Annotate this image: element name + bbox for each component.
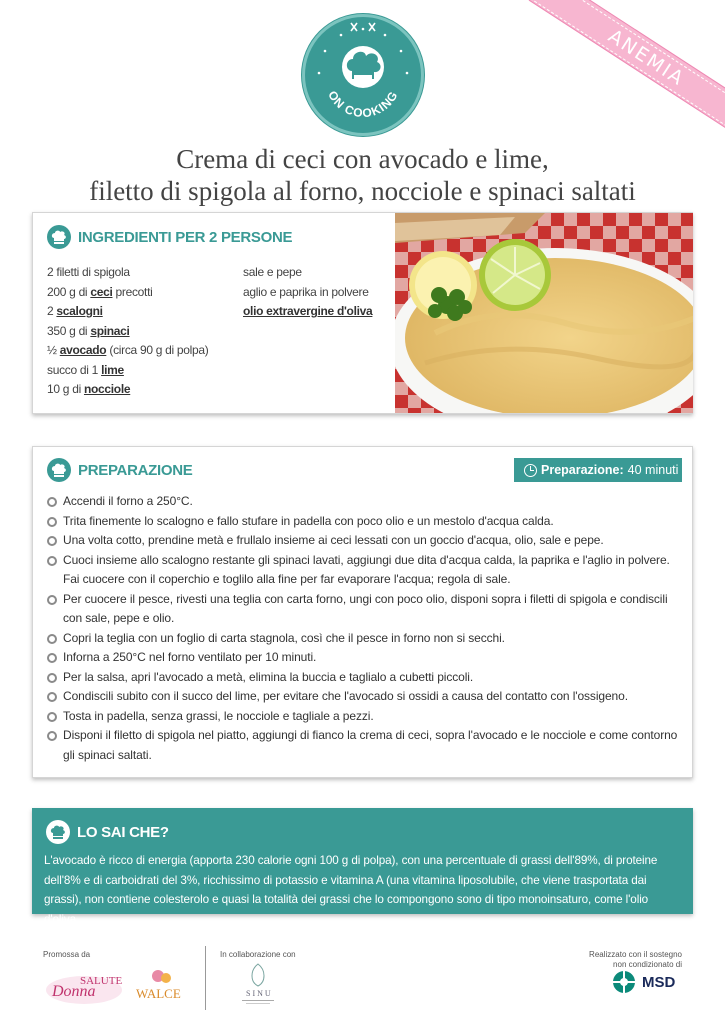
- preparation-step-text: Una volta cotto, prendine metà e frullalo insieme ai ceci lessati con un goccio d'acqua, olio, sale e pepe.: [63, 533, 604, 547]
- ingredient-highlight: spinaci: [90, 323, 130, 338]
- ingredient-item: [47, 361, 208, 381]
- ingredient-text: aglio e paprika in polvere: [243, 284, 369, 299]
- preparation-steps: [47, 492, 687, 765]
- preparation-step: [47, 648, 687, 668]
- bullet-icon: [47, 673, 57, 683]
- walce-logo: [134, 966, 184, 1008]
- preparation-card: [32, 446, 693, 778]
- preparation-title: PREPARAZIONE: [78, 461, 193, 479]
- preparation-step-text: Tosta in padella, senza grassi, le nocciole e tagliale a pezzi.: [63, 708, 374, 723]
- preparation-step-text: Per la salsa, apri l'avocado a metà, elimina la buccia e taglialo a cubetti piccoli.: [63, 669, 474, 684]
- preparation-step-text: Per cuocere il pesce, rivesti una teglia con carta forno, ungi con poco olio, disponi sopra i filetti di spigola e condiscili con sale, pepe e olio.: [63, 591, 668, 625]
- ingredients-column-2: [243, 263, 372, 322]
- recipe-photo: [395, 213, 693, 413]
- donna-text: Donna: [52, 983, 96, 1000]
- ingredient-text: 200 g di: [47, 284, 91, 299]
- ingredient-item: [243, 302, 372, 322]
- chef-hat-icon: [47, 225, 71, 249]
- ingredient-text: sale e pepe: [243, 265, 302, 279]
- bullet-icon: [47, 556, 57, 566]
- bullet-icon: [47, 653, 57, 663]
- ingredient-item: [47, 341, 208, 361]
- preparation-step-text: Trita finemente lo scalogno e fallo stufare in padella con poco olio e un mestolo d'acqua calda.: [63, 513, 554, 528]
- preparation-step-text: Copri la teglia con un foglio di carta stagnola, così che il pesce in forno non si secchi.: [63, 630, 505, 645]
- preparation-step-text: Disponi il filetto di spigola nel piatto, aggiungi di fianco la crema di ceci, sopra l'avocado e le nocciole e come contorno gli spinaci saltati.: [63, 728, 678, 762]
- ingredient-item: [243, 263, 372, 283]
- bullet-icon: [47, 497, 57, 507]
- ingredient-text: 350 g di: [47, 323, 91, 338]
- did-you-know-header: [46, 820, 169, 844]
- bullet-icon: [47, 731, 57, 741]
- chef-hat-icon: [46, 820, 70, 844]
- preparation-time-value: 40 minuti: [627, 463, 679, 477]
- ribbon-label: ANEMIA: [530, 0, 725, 130]
- bullet-icon: [47, 692, 57, 702]
- preparation-step: [47, 668, 687, 688]
- ingredient-item: [47, 283, 208, 303]
- ingredient-highlight: avocado: [59, 343, 107, 357]
- collaboration-label: In collaborazione con: [220, 950, 296, 959]
- ingredient-item: [47, 380, 208, 400]
- ingredient-item: [47, 302, 208, 322]
- preparation-step: [47, 590, 687, 629]
- recipe-title-line-1: Crema di ceci con avocado e lime,: [176, 144, 549, 174]
- preparation-time-label: Preparazione:: [541, 463, 624, 477]
- salute-donna-logo: [44, 968, 124, 1008]
- clock-icon: [524, 464, 537, 477]
- preparation-step: [47, 551, 687, 590]
- support-label-line-2: non condizionato di: [613, 960, 682, 969]
- sinu-text: SINU: [246, 989, 273, 998]
- walce-text: WALCE: [136, 986, 181, 1001]
- did-you-know-title: LO SAI CHE?: [77, 823, 169, 841]
- ingredient-text: 2: [47, 304, 57, 318]
- preparation-step: [47, 707, 687, 727]
- preparation-time-badge: [514, 458, 682, 482]
- ingredients-card: [32, 212, 693, 414]
- ingredient-highlight: ceci: [90, 284, 113, 299]
- sinu-logo: [238, 962, 278, 1008]
- ingredient-text: 2 filetti di spigola: [47, 265, 130, 279]
- on-cooking-logo: [302, 14, 424, 136]
- ingredient-highlight: lime: [101, 362, 124, 377]
- bullet-icon: [47, 712, 57, 722]
- ingredient-text: (circa 90 g di polpa): [106, 343, 209, 357]
- footer-divider: [205, 946, 206, 1010]
- preparation-step: [47, 726, 687, 765]
- preparation-step-text: Inforna a 250°C nel forno ventilato per 10 minuti.: [63, 650, 317, 664]
- ingredients-column-1: [47, 263, 208, 400]
- bullet-icon: [47, 536, 57, 546]
- ingredient-highlight: olio extravergine d'oliva: [243, 304, 373, 318]
- msd-text: MSD: [642, 973, 676, 991]
- ingredient-text: succo di 1: [47, 362, 102, 377]
- ingredient-highlight: scalogni: [56, 304, 103, 318]
- preparation-step-text: Accendi il forno a 250°C.: [63, 494, 193, 508]
- ingredients-header: [47, 225, 292, 249]
- ribbon-band: [529, 0, 725, 130]
- preparation-step-text: Condiscili subito con il succo del lime, per evitare che l'avocado si ossidi a causa del contatto con l'ossigeno.: [63, 689, 628, 703]
- ingredient-text: ½: [47, 343, 60, 357]
- svg-text:ON COOKING: [325, 88, 401, 120]
- ingredient-highlight: nocciole: [83, 382, 131, 396]
- preparation-step: [47, 687, 687, 707]
- preparation-step: [47, 512, 687, 532]
- did-you-know-text: L'avocado è ricco di energia (apporta 230 calorie ogni 100 g di polpa), con una percentuale di grassi dell'89%, di proteine dell'8% e di carboidrati del 3%, ricchissimo di potassio e vitamina A (una vitamina liposolubile, che viene trasportata dai grassi), non contiene colesterolo e quasi la totalità dei grassi che lo compongono sono di tipo monoinsaturo, come l'olio d'oliva.: [44, 854, 658, 926]
- chef-hat-logo-icon: [305, 17, 421, 133]
- ingredient-item: [47, 263, 208, 283]
- preparation-step: [47, 492, 687, 512]
- did-you-know-box: [32, 808, 693, 926]
- chef-hat-icon: [47, 458, 71, 482]
- ingredient-item: [47, 322, 208, 342]
- ingredient-text: 10 g di: [47, 382, 84, 396]
- support-label-line-1: Realizzato con il sostegno: [589, 950, 682, 959]
- preparation-step: [47, 531, 687, 551]
- preparation-header: [47, 458, 192, 482]
- support-label: [560, 950, 682, 970]
- corner-ribbon: [525, 0, 725, 130]
- bullet-icon: [47, 595, 57, 605]
- ingredient-text: precotti: [112, 284, 153, 299]
- promoted-by-label: Promossa da: [43, 950, 91, 959]
- recipe-title-line-2: filetto di spigola al forno, nocciole e spinaci saltati: [89, 176, 636, 206]
- recipe-title: [40, 143, 685, 207]
- bullet-icon: [47, 517, 57, 527]
- ingredients-title: INGREDIENTI PER 2 PERSONE: [78, 228, 293, 246]
- ingredient-item: [243, 283, 372, 303]
- bullet-icon: [47, 634, 57, 644]
- salute-text: SALUTE: [80, 975, 123, 987]
- msd-mark-icon: [612, 970, 636, 994]
- preparation-step: [47, 629, 687, 649]
- logo-text: ON COOKING: [325, 88, 401, 121]
- msd-logo: [612, 970, 675, 994]
- preparation-step-text: Cuoci insieme allo scalogno restante gli spinaci lavati, aggiungi due dita d'acqua calda, la paprika e l'aglio in polvere. Fai cuocere con il coperchio e toglilo alla fine per far evaporare l'acqua; regola di sale.: [63, 552, 670, 586]
